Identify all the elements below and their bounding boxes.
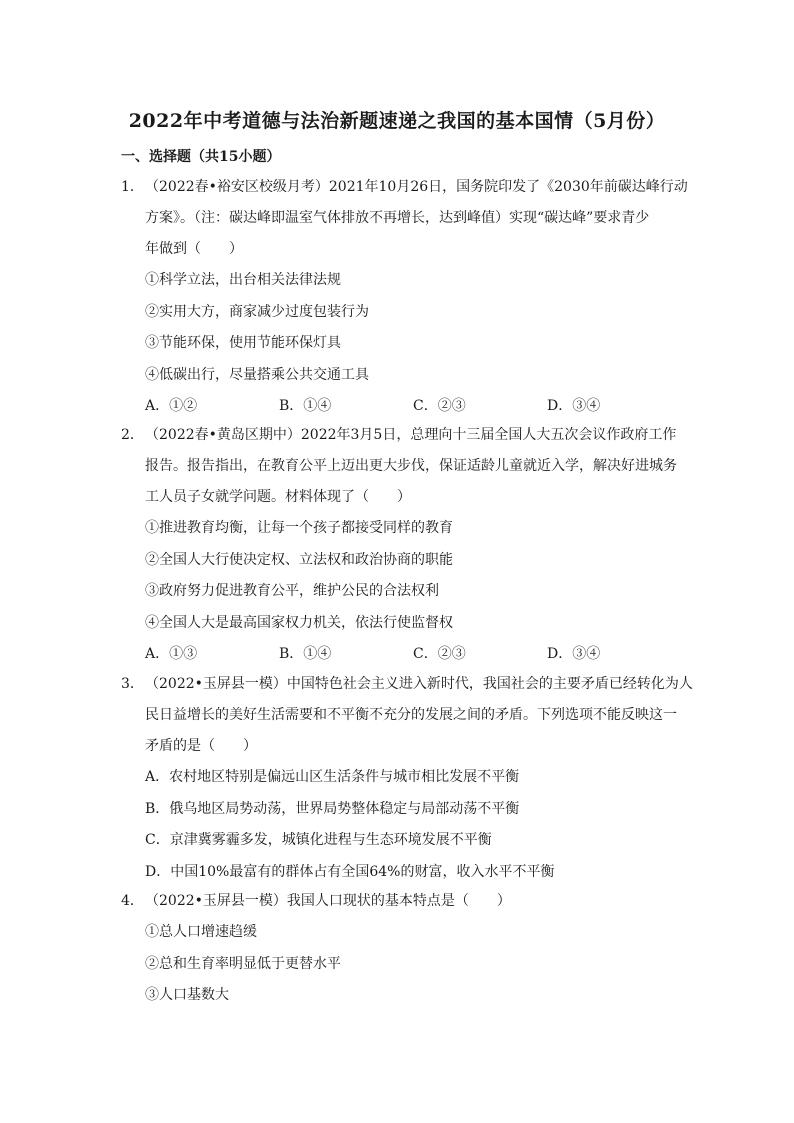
statement-option: ④全国人大是最高国家权力机关，依法行使监督权	[145, 614, 453, 631]
answer-choice-b: B．①④	[279, 398, 332, 414]
statement-option: ③政府努力促进教育公平，维护公民的合法权利	[145, 583, 439, 599]
answer-option-b: B．俄乌地区局势动荡，世界局势整体稳定与局部动荡不平衡	[145, 800, 520, 817]
answer-choice-a: A．①③	[145, 646, 198, 662]
answer-option-c: C．京津冀雾霾多发，城镇化进程与生态环境发展不平衡	[145, 832, 492, 848]
answer-option-a: A．农村地区特别是偏远山区生活条件与城市相比发展不平衡	[145, 769, 520, 785]
statement-option: ④低碳出行，尽量搭乘公共交通工具	[145, 366, 369, 383]
question-3	[121, 669, 693, 888]
answer-option-d: D．中国10%最富有的群体占有全国64%的财富，收入水平不平衡	[145, 863, 555, 880]
statement-option: ②全国人大行使决定权、立法权和政治协商的职能	[145, 551, 453, 568]
section-heading: 一、选择题（共15小题）	[121, 149, 281, 165]
question-stem-line: 工人员子女就学问题。材料体现了（ ）	[145, 489, 411, 505]
answer-choice-b: B．①④	[279, 646, 332, 662]
statement-option: ③节能环保，使用节能环保灯具	[145, 335, 341, 351]
question-stem-line: 报告。报告指出，在教育公平上迈出更大步伐，保证适龄儿童就近入学，解决好进城务	[145, 458, 677, 474]
question-stem-line: 民日益增长的美好生活需要和不平衡不充分的发展之间的矛盾。下列选项不能反映这一	[145, 707, 677, 723]
statement-option: ①科学立法，出台相关法律法规	[145, 272, 341, 288]
statement-option: ②总和生育率明显低于更替水平	[145, 955, 341, 972]
question-1	[121, 172, 688, 422]
document-title: 2022年中考道德与法治新题速递之我国的基本国情（5月份）	[128, 110, 666, 132]
question-stem-line: （2022春•裕安区校级月考）2021年10月26日，国务院印发了《2030年前碳达峰行动	[145, 179, 688, 195]
question-stem-line: 年做到（ ）	[145, 241, 243, 257]
answer-choice-c: C．②③	[413, 646, 466, 662]
answer-choice-c: C．②③	[413, 398, 466, 414]
question-stem-line: 矛盾的是（ ）	[145, 738, 257, 754]
question-2	[121, 420, 681, 670]
question-stem-line: （2022•玉屏县一模）中国特色社会主义进入新时代，我国社会的主要矛盾已经转化为人	[145, 676, 693, 692]
answer-choice-a: A．①②	[145, 398, 198, 414]
answer-choices	[121, 391, 681, 422]
statement-option: ①总人口增速趋缓	[145, 924, 257, 940]
question-number: 1．	[121, 179, 144, 195]
question-stem-line: （2022•玉屏县一模）我国人口现状的基本特点是（ ）	[145, 893, 511, 909]
question-number: 4．	[121, 893, 144, 909]
answer-choice-d: D．③④	[547, 646, 601, 662]
question-number: 2．	[121, 427, 144, 443]
question-number: 3．	[121, 676, 144, 692]
question-stem-line: 方案》。（注：碳达峰即温室气体排放不再增长，达到峰值）实现“碳达峰”要求青少	[145, 210, 650, 226]
answer-choices	[121, 639, 681, 670]
statement-option: ③人口基数大	[145, 987, 229, 1003]
statement-option: ②实用大方，商家减少过度包装行为	[145, 303, 369, 320]
answer-choice-d: D．③④	[547, 398, 601, 414]
question-4	[121, 886, 681, 1012]
statement-option: ①推进教育均衡，让每一个孩子都接受同样的教育	[145, 520, 453, 536]
question-stem-line: （2022春•黄岛区期中）2022年3月5日，总理向十三届全国人大五次会议作政府工作	[145, 427, 677, 443]
